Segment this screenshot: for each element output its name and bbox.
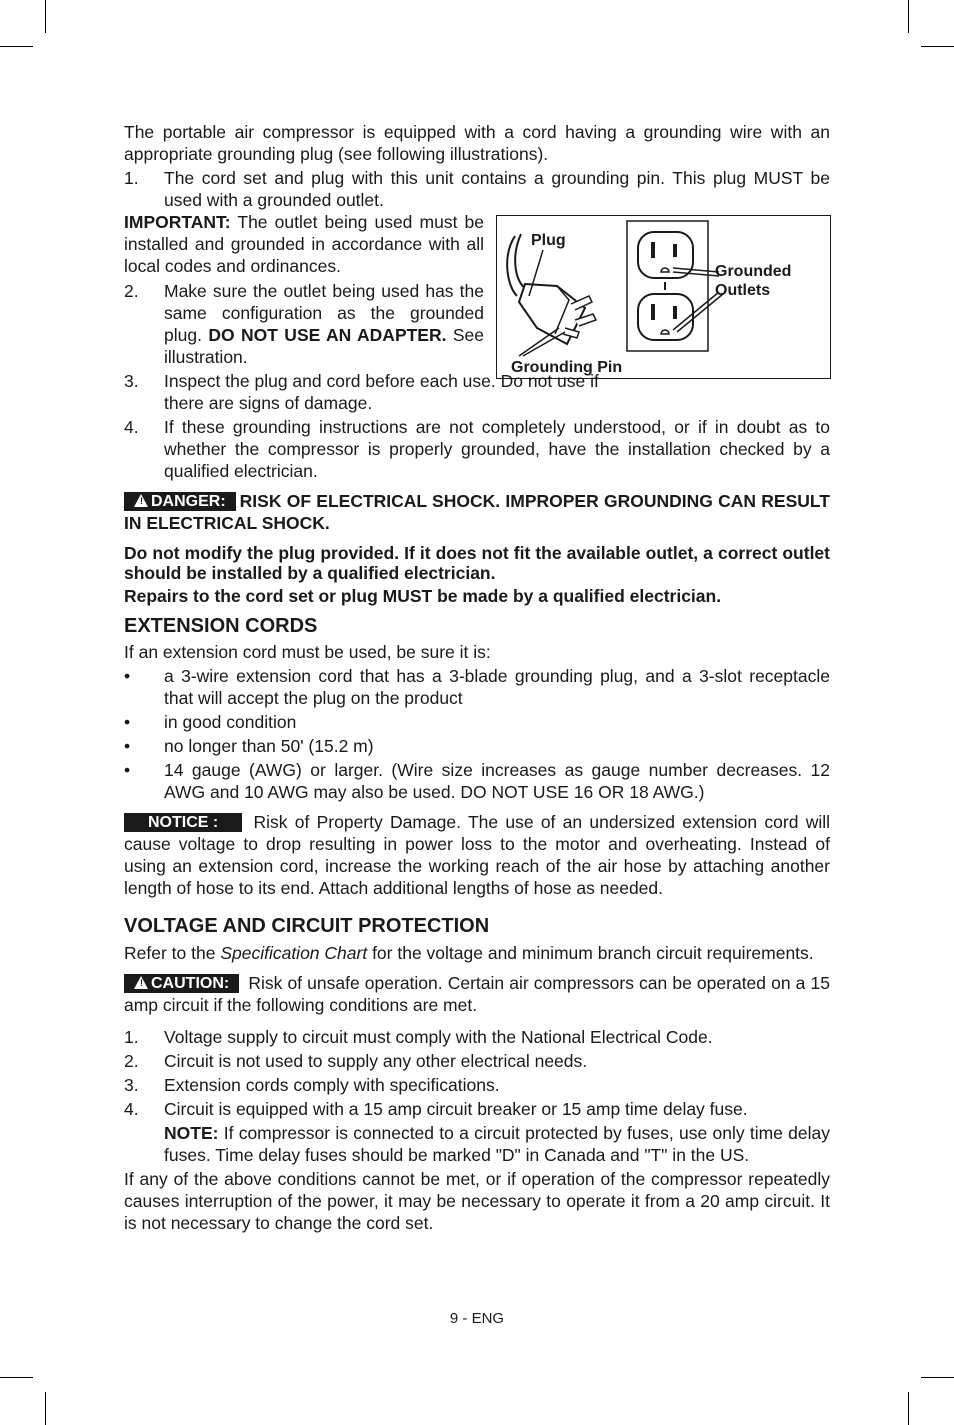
- danger-paragraph: [124, 490, 830, 534]
- outlet-slot: [673, 306, 677, 319]
- outlet-slot: [651, 304, 655, 320]
- grounded-outlets-label: Grounded: [715, 263, 792, 280]
- condition-item: [124, 1050, 830, 1072]
- plug-outlet-figure: [496, 215, 831, 379]
- extension-cords-heading: EXTENSION CORDS: [124, 615, 318, 637]
- bullet-text: 14 gauge (AWG) or larger. (Wire size increases as gauge number decreases. 12 AWG and 10 AWG may also be used. DO NOT USE 16 OR 18 AWG.): [164, 760, 830, 802]
- bullet-text: no longer than 50' (15.2 m): [164, 736, 374, 756]
- caution-text: Risk of unsafe operation. Certain air compressors can be operated on a 15 amp circuit if the following conditions are met.: [124, 973, 830, 1015]
- bullet-icon: •: [124, 760, 131, 780]
- bullet-item: [124, 735, 830, 757]
- item-number: 4.: [124, 417, 139, 437]
- page-number: 9 - ENG: [449, 1310, 505, 1327]
- warning-paragraph: Repairs to the cord set or plug MUST be made by a qualified electrician.: [124, 586, 722, 606]
- item-number: 1.: [124, 1027, 139, 1047]
- warning-triangle-icon: !: [134, 976, 148, 989]
- cord-line: [515, 234, 525, 288]
- left-column: [124, 211, 484, 368]
- grounded-outlets-label: Outlets: [715, 282, 771, 299]
- outlet-slot: [651, 242, 655, 258]
- bullet-icon: •: [124, 666, 131, 686]
- warning-paragraph: Do not modify the plug provided. If it does not fit the available outlet, a correct outlet should be installed by a qualified electrician.: [124, 543, 830, 583]
- bullet-item: [124, 665, 830, 709]
- crop-mark: [0, 1377, 33, 1378]
- voltage-heading: VOLTAGE AND CIRCUIT PROTECTION: [124, 915, 490, 937]
- condition-item: [124, 1026, 830, 1048]
- danger-text: RISK OF ELECTRICAL SHOCK. IMPROPER GROUNDING CAN RESULT IN ELECTRICAL SHOCK.: [124, 491, 830, 533]
- item-number: 4.: [124, 1099, 139, 1119]
- item-number: 2.: [124, 1051, 139, 1071]
- warning-triangle-icon: !: [134, 494, 148, 507]
- list-item: [124, 416, 830, 482]
- crop-mark: [45, 0, 46, 33]
- note-label: NOTE:: [164, 1123, 219, 1143]
- item-text: If these grounding instructions are not completely understood, or if in doubt as to whether the compressor is properly grounded, have the installation checked by a qualified electrician.: [164, 417, 830, 481]
- important-label: IMPORTANT:: [124, 212, 231, 232]
- crop-mark: [908, 0, 909, 33]
- notice-text: Risk of Property Damage. The use of an undersized extension cord will cause voltage to drop resulting in power loss to the motor and overheating. Instead of using an extension cord, increase the working reach of the air hose by attaching another length of hose to its end. Attach additional lengths of hose as needed.: [124, 812, 831, 898]
- ground-hole: [661, 268, 669, 272]
- caution-badge: ! CAUTION:: [124, 974, 239, 993]
- bullet-text: a 3-wire extension cord that has a 3-blade grounding plug, and a 3-slot receptacle that will accept the plug on the product: [164, 666, 830, 708]
- crop-mark: [0, 46, 33, 47]
- notice-badge: NOTICE :: [124, 813, 242, 832]
- crop-mark: [921, 1377, 954, 1378]
- ground-hole: [661, 330, 669, 334]
- caution-paragraph: [124, 972, 830, 1016]
- closing-paragraph: If any of the above conditions cannot be met, or if operation of the compressor repeatedly causes interruption of the power, it may be necessary to operate it from a 20 amp circuit. It is not necessary to change the cord set.: [124, 1169, 830, 1233]
- note-paragraph: [124, 1122, 830, 1166]
- list-item: [124, 167, 830, 211]
- item-number: 2.: [124, 281, 139, 301]
- crop-mark: [908, 1392, 909, 1425]
- notice-paragraph: [124, 811, 830, 899]
- item-number: 1.: [124, 168, 139, 188]
- list-item: [124, 280, 484, 368]
- spec-chart-reference: Specification Chart: [220, 943, 368, 963]
- item-text: Inspect the plug and cord before each use. Do not use if there are signs of damage.: [164, 371, 599, 413]
- item-text: Extension cords comply with specifications.: [164, 1075, 500, 1095]
- page-content: [124, 121, 830, 1234]
- voltage-intro-text: for the voltage and minimum branch circuit requirements.: [367, 943, 814, 963]
- item-text: The cord set and plug with this unit contains a grounding pin. This plug MUST be used with a grounded outlet.: [164, 168, 830, 210]
- item-number: 3.: [124, 1075, 139, 1095]
- outlet-slot: [673, 244, 677, 257]
- item-number: 3.: [124, 371, 139, 391]
- item-text: See illustration.: [164, 325, 485, 367]
- item-text: Voltage supply to circuit must comply with the National Electrical Code.: [164, 1027, 713, 1047]
- plug-outlet-illustration: [497, 216, 830, 378]
- crop-mark: [921, 46, 954, 47]
- voltage-intro: [124, 942, 830, 964]
- crop-mark: [45, 1392, 46, 1425]
- bullet-text: in good condition: [164, 712, 297, 732]
- plug-label: Plug: [531, 232, 566, 249]
- item-text: Make sure the outlet being used has the same configuration as the grounded plug.: [164, 281, 484, 345]
- voltage-intro-text: Refer to the: [124, 943, 221, 963]
- danger-badge: ! DANGER:: [124, 492, 236, 511]
- grounding-pin-pointer: [519, 328, 559, 356]
- condition-item: [124, 1098, 830, 1120]
- bullet-icon: •: [124, 712, 131, 732]
- note-text: If compressor is connected to a circuit protected by fuses, use only time delay fuses. Time delay fuses should be marked "D" in Canada and "T" in the US.: [164, 1123, 830, 1165]
- condition-item: [124, 1074, 830, 1096]
- important-text: The outlet being used must be installed and grounded in accordance with all local codes and ordinances.: [124, 212, 484, 276]
- item-text: Circuit is not used to supply any other electrical needs.: [164, 1051, 588, 1071]
- extension-intro: If an extension cord must be used, be sure it is:: [124, 642, 491, 662]
- bullet-icon: •: [124, 736, 131, 756]
- grounding-pin-label: Grounding Pin: [511, 359, 623, 376]
- item3-text-block: [164, 370, 604, 414]
- grounding-pin-pointer: [523, 332, 565, 356]
- bullet-item: [124, 711, 830, 733]
- important-paragraph: [124, 211, 484, 277]
- bullet-item: [124, 759, 830, 803]
- intro-paragraph: The portable air compressor is equipped with a cord having a grounding wire with an appropriate grounding plug (see following illustrations).: [124, 122, 830, 164]
- item-text: Circuit is equipped with a 15 amp circuit breaker or 15 amp time delay fuse.: [164, 1099, 748, 1119]
- no-adapter-warning: DO NOT USE AN ADAPTER.: [208, 325, 447, 345]
